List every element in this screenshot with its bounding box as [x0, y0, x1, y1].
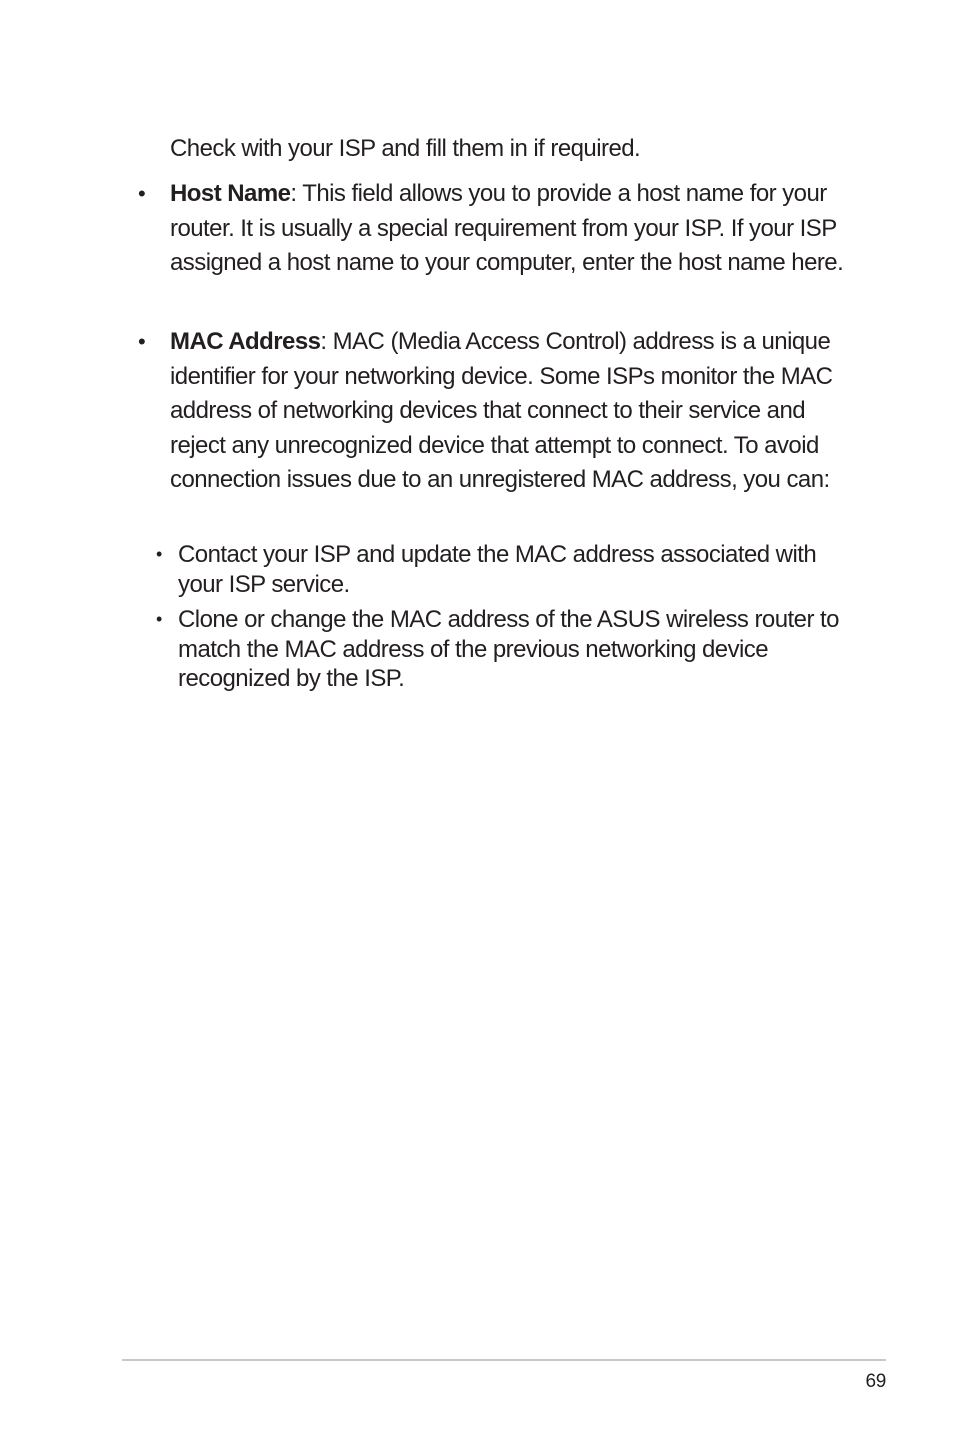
- sub-bullet-text: Contact your ISP and update the MAC address associated with your ISP service.: [178, 541, 817, 598]
- desc-mac-address: : MAC (Media Access Control) address is a unique identifier for your networking device. Some ISPs monitor the MAC address of networking devices that connect to their service and reject any unrecognized device that attempt to connect. To avoid connection issues due to an unregistered MAC address, you can:: [170, 328, 833, 494]
- term-host-name: Host Name: [170, 180, 291, 207]
- bullet-mac-address: [138, 325, 850, 498]
- bullet-host-name: [138, 177, 850, 281]
- desc-host-name: : This field allows you to provide a host name for your router. It is usually a special requirement from your ISP. If your ISP assigned a host name to your computer, enter the host name here.: [170, 180, 844, 277]
- sub-bullet-marker: •: [156, 609, 162, 629]
- page-number: 69: [865, 1371, 886, 1392]
- sub-bullet-clone-mac: [156, 605, 850, 694]
- sub-bullet-marker: •: [156, 544, 162, 564]
- sub-bullet-contact-isp: [156, 540, 850, 599]
- term-mac-address: MAC Address: [170, 328, 321, 355]
- bullet-marker: •: [138, 181, 146, 206]
- footer-divider: [122, 1359, 886, 1361]
- bullet-marker: •: [138, 329, 146, 354]
- intro-line: Check with your ISP and fill them in if required.: [170, 135, 641, 162]
- sub-bullet-text: Clone or change the MAC address of the ASUS wireless router to match the MAC address of the previous networking device recognized by the ISP.: [178, 606, 839, 692]
